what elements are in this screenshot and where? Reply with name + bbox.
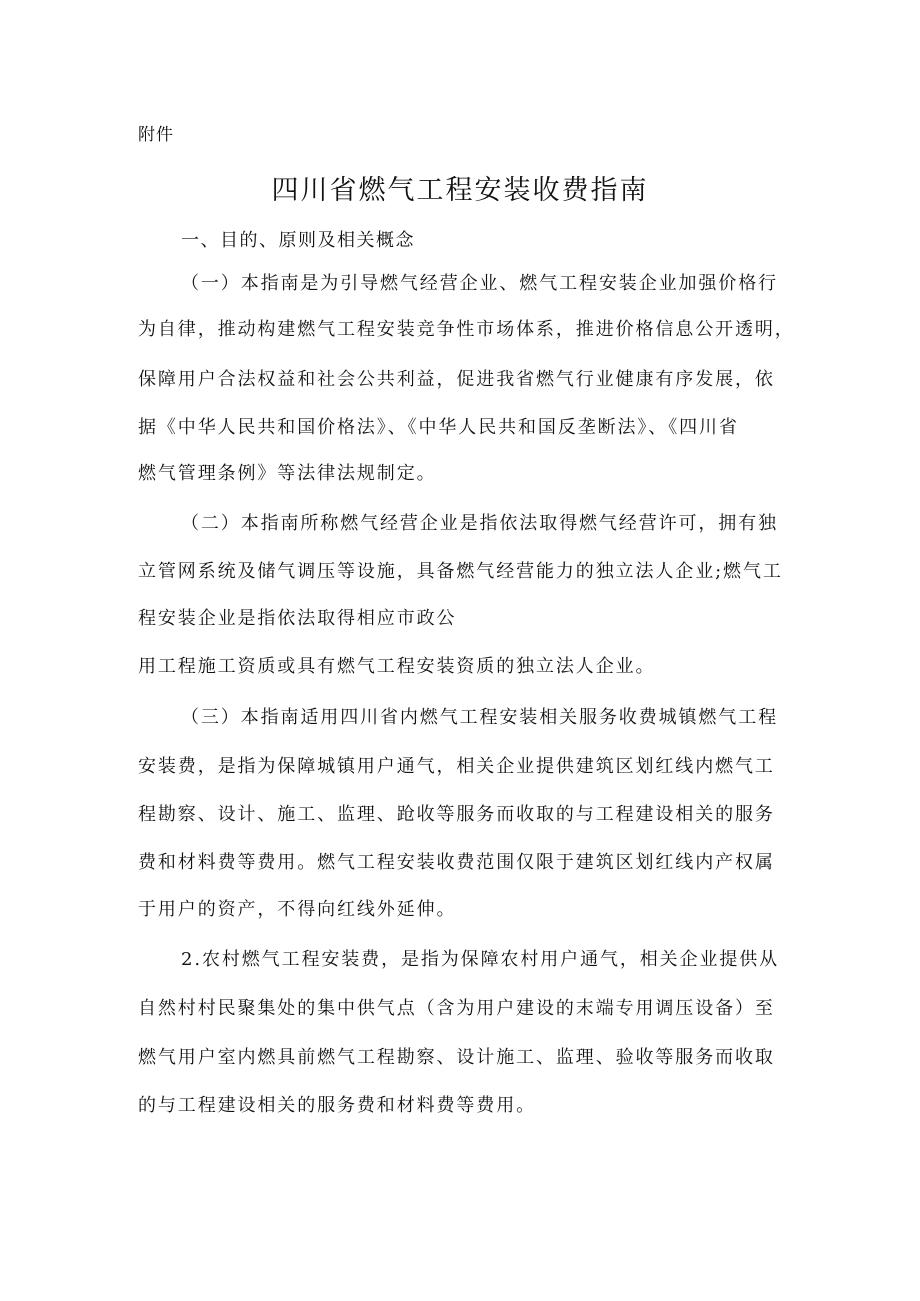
paragraph-line: 安装费，是指为保障城镇用户通气，相关企业提供建筑区划红线内燃气工 (138, 756, 775, 777)
paragraph-line: 于用户的资产，不得向红线外延伸。 (138, 899, 457, 920)
paragraph-line: 燃气管理条例》等法律法规制定。 (138, 463, 437, 484)
paragraph-line: 保障用户合法权益和社会公共利益，促进我省燃气行业健康有序发展，依 (138, 369, 775, 390)
section-heading: 一、目的、原则及相关概念 (181, 230, 415, 251)
paragraph-line: （一）本指南是为引导燃气经营企业、燃气工程安装企业加强价格行 (181, 273, 778, 294)
paragraph-line: 程安装企业是指依法取得相应市政公 (138, 608, 457, 629)
paragraph-line: 燃气用户室内燃具前燃气工程勘察、设计施工、监理、验收等服务而收取 (138, 1047, 775, 1068)
paragraph-line: （三）本指南适用四川省内燃气工程安装相关服务收费城镇燃气工程 (181, 707, 778, 728)
paragraph-line: 为自律，推动构建燃气工程安装竞争性市场体系，推进价格信息公开透明， (138, 319, 795, 340)
attachment-label: 附件 (138, 125, 174, 145)
paragraph-line: 立管网系统及储气调压等设施，具备燃气经营能力的独立法人企业;燃气工 (138, 561, 783, 582)
paragraph-line: 自然村村民聚集处的集中供气点（含为用户建设的末端专用调压设备）至 (138, 998, 775, 1019)
paragraph-line: 费和材料费等费用。燃气工程安装收费范围仅限于建筑区划红线内产权属 (138, 852, 775, 873)
paragraph-line: （二）本指南所称燃气经营企业是指依法取得燃气经营许可，拥有独 (181, 513, 778, 534)
document-title: 四川省燃气工程安装收费指南 (271, 175, 649, 206)
paragraph-line: 用工程施工资质或具有燃气工程安装资质的独立法人企业。 (138, 656, 656, 677)
paragraph-line: 据《中华人民共和国价格法》、《中华人民共和国反垄断法》、《四川省 (138, 417, 739, 438)
paragraph-line: 的与工程建设相关的服务费和材料费等费用。 (138, 1095, 536, 1116)
paragraph-line: 2.农村燃气工程安装费，是指为保障农村用户通气，相关企业提供从 (181, 949, 780, 970)
paragraph-line: 程勘察、设计、施工、监理、跄收等服务而收取的与工程建设相关的服务 (138, 804, 775, 825)
